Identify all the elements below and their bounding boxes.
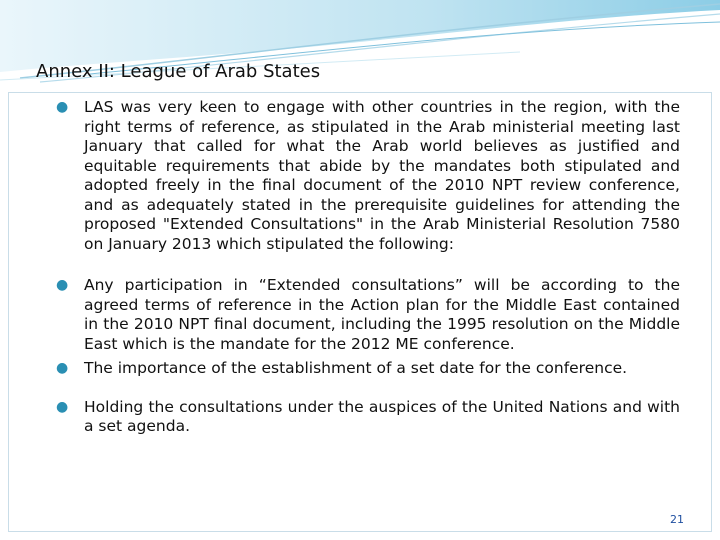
circle-bullet-icon: ● [56,277,69,293]
bullet-text: LAS was very keen to engage with other countries in the region, with the right terms of reference, as stipulated in the Arab ministerial meeting last January that called for what the Arab world believes as justified and equitable requirements that abide by the mandates both stipulated and adopted freely in the final document of the 2010 NPT review conference, and as adequately stated in the prerequisite guidelines for attending the proposed "Extended Consultations" in the Arab Ministerial Resolution 7580 on January 2013 which stipulated the following: [84,98,680,253]
circle-bullet-icon: ● [56,360,69,376]
bullet-item [56,276,680,354]
bullet-text: Holding the consultations under the auspices of the United Nations and with a set agenda. [84,397,680,435]
slide-title: Annex II: League of Arab States [36,61,321,82]
page-number: 21 [670,513,684,526]
circle-bullet-icon: ● [56,398,69,415]
bullet-text: The importance of the establishment of a set date for the conference. [84,359,628,377]
bullet-list [56,98,680,437]
bullet-item [56,98,680,254]
bullet-item [56,359,680,379]
bullet-text: Any participation in “Extended consultations” will be according to the agreed terms of reference in the Action plan for the Middle East contained in the 2010 NPT final document, including the 1995 resolution on the Middle East which is the mandate for the 2012 ME conference. [84,276,680,353]
bullet-item [56,398,680,437]
circle-bullet-icon: ● [56,99,69,115]
